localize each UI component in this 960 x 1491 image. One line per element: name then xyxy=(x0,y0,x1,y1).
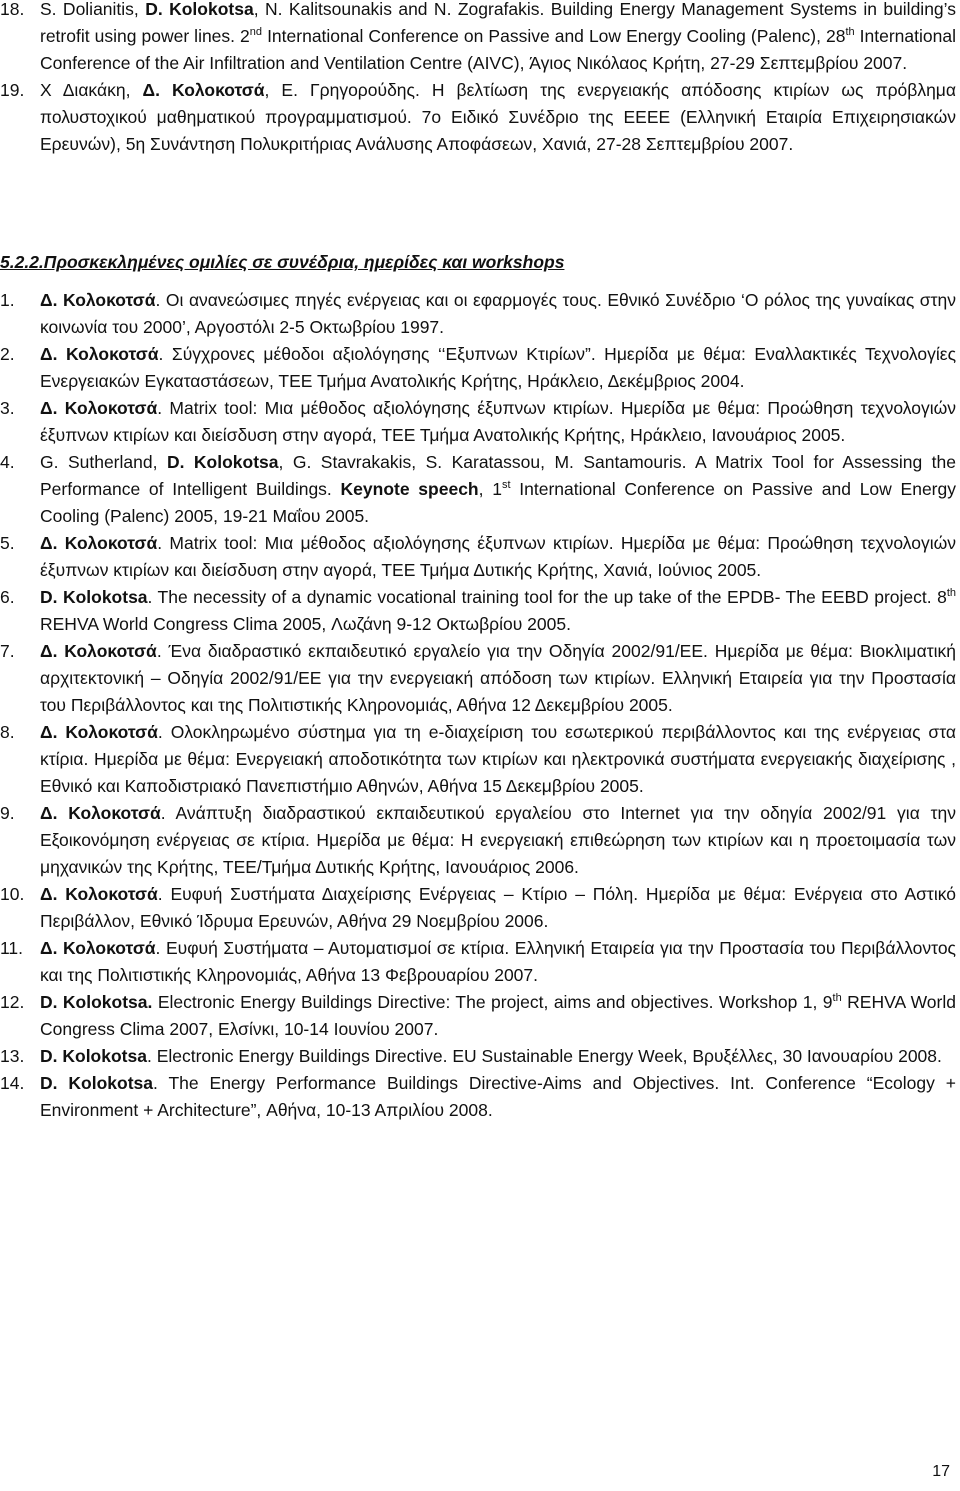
item-number: 3. xyxy=(0,398,15,418)
text-run: . Ολοκληρωμένο σύστημα για τη e-διαχείριση του εσωτερικού περιβάλλοντος και της ενέργειας στα κτίρια. Ημερίδα με θέμα: Ενεργειακή αποδοτικότητα των κτιρίων και ηλεκτρονικά συστήματα ενεργειακής διαχείρισης , Εθνικό και Καποδιστριακό Πανεπιστήμιο Αθηνών, Αθήνα 15 Δεκεμβρίου 2005. xyxy=(40,722,956,796)
superscript: th xyxy=(946,587,956,600)
invited-talks-section xyxy=(0,239,958,1124)
item-text xyxy=(40,1070,958,1124)
text-run: . Οι ανανεώσιμες πηγές ενέργειας και οι εφαρμογές τους. Εθνικό Συνέδριο ‘Ο ρόλος της γυναίκας στην κοινωνία του 2000’, Αργοστόλι 2-5 Οκτωβρίου 1997. xyxy=(40,290,956,337)
item-text xyxy=(40,1043,958,1070)
text-run: . Ένα διαδραστικό εκπαιδευτικό εργαλείο για την Οδηγία 2002/91/ΕΕ. Ημερίδα με θέμα: Βιοκλιματική αρχιτεκτονική – Οδηγία 2002/91/ΕΕ για την ενεργειακή απόδοση των κτιρίων. Ελληνική Εταιρεία για την Προστασία του Περιβάλλοντος και της Πολιτιστικής Κληρονομιάς, Αθήνα 12 Δεκεμβρίου 2005. xyxy=(40,641,956,715)
text-run: REHVA World Congress Clima 2005, Λωζάνη 9-12 Οκτωβρίου 2005. xyxy=(40,614,571,634)
text-run: . Ευφυή Συστήματα Διαχείρισης Ενέργειας – Κτίριο – Πόλη. Ημερίδα με θέμα: Ενέργεια στο Αστικό Περιβάλλον, Εθνικό Ίδρυμα Ερευνών, Αθήνα 29 Νοεμβρίου 2006. xyxy=(40,884,956,931)
item-text xyxy=(40,77,958,158)
bold-text: Δ. Κολοκοτσά xyxy=(142,80,265,100)
bold-text: D. Kolokotsa xyxy=(166,452,279,472)
list-item xyxy=(0,0,958,77)
item-text xyxy=(40,719,958,800)
bold-text: D. Kolokotsa. xyxy=(40,992,153,1012)
item-number: 12. xyxy=(0,992,25,1012)
bold-text: D. Kolokotsa xyxy=(145,0,254,19)
list-item xyxy=(0,584,958,638)
item-number: 18. xyxy=(0,0,25,19)
item-text xyxy=(40,530,958,584)
list-item xyxy=(0,77,958,158)
list-item xyxy=(0,395,958,449)
bold-text: Δ. Κολοκοτσά xyxy=(40,938,156,958)
text-run: . Σύγχρονες μέθοδοι αξιολόγησης ‘‘Εξυπνων Κτιρίων”. Ημερίδα με θέμα: Εναλλακτικές Τεχνολογίες Ενεργειακών Εγκαταστάσεων, ΤΕΕ Τμήμα Ανατολικής Κρήτης, Ηράκλειο, Δεκέμβριος 2004. xyxy=(40,344,956,391)
item-text xyxy=(40,881,958,935)
item-number: 9. xyxy=(0,803,15,823)
text-run: , 1 xyxy=(478,479,502,499)
item-number: 1. xyxy=(0,290,15,310)
bold-text: Δ. Κολοκοτσά xyxy=(40,641,157,661)
item-number: 11. xyxy=(0,938,24,958)
bold-text: Δ. Κολοκοτσά xyxy=(40,722,158,742)
item-number: 6. xyxy=(0,587,15,607)
list-item xyxy=(0,341,958,395)
item-text xyxy=(40,449,958,530)
item-number: 19. xyxy=(0,80,25,100)
text-run: Χ Διακάκη, xyxy=(40,80,143,100)
text-run: . Matrix tool: Μια μέθοδος αξιολόγησης έξυπνων κτιρίων. Ημερίδα με θέμα: Προώθηση τεχνολογιών έξυπνων κτιρίων και διείσδυση στην αγορά, ΤΕΕ Τμήμα Ανατολικής Κρήτης, Ηράκλειο, Ιανουάριος 2005. xyxy=(40,398,956,445)
list-item xyxy=(0,719,958,800)
item-text xyxy=(40,989,958,1043)
text-run: . Electronic Energy Buildings Directive. EU Sustainable Energy Week, Βρυξέλλες, 30 Ιανουαρίου 2008. xyxy=(146,1046,942,1066)
item-text xyxy=(40,800,958,881)
bold-text: Δ. Κολοκοτσά xyxy=(40,398,158,418)
item-number: 7. xyxy=(0,641,15,661)
superscript: th xyxy=(832,992,842,1005)
publication-list-continued xyxy=(0,0,958,158)
text-run: , G. Stavrakakis, S. Karatassou, M. Santamouris. A Matrix Tool for Assessing the Performance of Intelligent Buildings. xyxy=(40,452,956,499)
bold-text: D. Kolokotsa xyxy=(40,1073,154,1093)
text-run: International Conference of the Air Infiltration and Ventilation Centre (AIVC), Άγιος Νικόλαος Κρήτη, 27-29 Σεπτεμβρίου 2007. xyxy=(40,26,956,73)
list-item xyxy=(0,881,958,935)
bold-text: Δ. Κολοκοτσά xyxy=(40,533,158,553)
item-text xyxy=(40,287,958,341)
superscript: th xyxy=(845,26,855,39)
list-item xyxy=(0,989,958,1043)
bold-text: Δ. Κολοκοτσά xyxy=(40,884,158,904)
text-run: , Ε. Γρηγορούδης. Η βελτίωση της ενεργειακής απόδοσης κτιρίων ως πρόβλημα πολυστοχικού μαθηματικού προγραμματισμού. 7ο Ειδικό Συνέδριο της ΕΕΕΕ (Ελληνική Εταιρία Επιχειρησιακών Ερευνών), 5η Συνάντηση Πολυκριτήριας Ανάλυσης Αποφάσεων, Χανιά, 27-28 Σεπτεμβρίου 2007. xyxy=(40,80,957,154)
list-item xyxy=(0,530,958,584)
list-item xyxy=(0,1043,958,1070)
bold-text: Δ. Κολοκοτσά xyxy=(40,803,161,823)
bold-text: Δ. Κολοκοτσά xyxy=(40,290,156,310)
list-item xyxy=(0,935,958,989)
text-run: S. Dolianitis, xyxy=(40,0,146,19)
list-item xyxy=(0,1070,958,1124)
list-item xyxy=(0,638,958,719)
text-run: . The Energy Performance Buildings Directive-Aims and Objectives. Int. Conference “Ecology + Environment + Architecture”, Αθήνα, 10-13 Απριλίου 2008. xyxy=(40,1073,956,1120)
item-number: 10. xyxy=(0,884,25,904)
item-number: 4. xyxy=(0,452,15,472)
item-text xyxy=(40,638,958,719)
item-text xyxy=(40,0,958,77)
list-item xyxy=(0,449,958,530)
superscript: st xyxy=(501,479,511,492)
text-run: , N. Kalitsounakis and N. Zografakis. Building Energy Management Systems in building’s retrofit using power lines. 2 xyxy=(40,0,956,46)
text-run: . Ευφυή Συστήματα – Αυτοματισμοί σε κτίρια. Ελληνική Εταιρεία για την Προστασία του Περιβάλλοντος και της Πολιτιστικής Κληρονομιάς, Αθήνα 13 Φεβρουαρίου 2007. xyxy=(40,938,956,985)
item-text xyxy=(40,395,958,449)
list-second xyxy=(0,287,958,1124)
item-text xyxy=(40,935,958,989)
item-text xyxy=(40,341,958,395)
text-run: . Ανάπτυξη διαδραστικού εκπαιδευτικού εργαλείου στο Internet για την οδηγία 2002/91 για την Εξοικονόμηση ενέργειας σε κτίρια. Ημερίδα με θέμα: Η ενεργειακή επιθεώρηση των κτιρίων και η προετοιμασία των μηχανικών της Κρήτης, ΤΕΕ/Τμήμα Δυτικής Κρήτης, Ιανουάριος 2006. xyxy=(40,803,956,877)
bold-text: D. Kolokotsa xyxy=(40,1046,147,1066)
text-run: International Conference on Passive and Low Energy Cooling (Palenc), 28 xyxy=(262,26,846,46)
item-number: 8. xyxy=(0,722,15,742)
item-number: 2. xyxy=(0,344,15,364)
text-run: REHVA World Congress Clima 2007, Ελσίνκι, 10-14 Ιουνίου 2007. xyxy=(40,992,956,1039)
item-number: 5. xyxy=(0,533,15,553)
bold-text: Δ. Κολοκοτσά xyxy=(40,344,159,364)
list-item xyxy=(0,800,958,881)
list-first xyxy=(0,0,958,158)
superscript: nd xyxy=(249,26,263,39)
item-number: 14. xyxy=(0,1073,25,1093)
section-heading: 5.2.2.Προσκεκλημένες ομιλίες σε συνέδρια, ημερίδες και workshops xyxy=(0,252,565,272)
text-run: International Conference on Passive and Low Energy Cooling (Palenc) 2005, 19-21 Μαΐου 2005. xyxy=(40,479,956,526)
bold-text: D. Kolokotsa xyxy=(40,587,148,607)
text-run: Electronic Energy Buildings Directive: The project, aims and objectives. Workshop 1, 9 xyxy=(152,992,833,1012)
item-number: 13. xyxy=(0,1046,25,1066)
page-number: 17 xyxy=(932,1463,950,1480)
item-text xyxy=(40,584,958,638)
text-run: . Matrix tool: Μια μέθοδος αξιολόγησης έξυπνων κτιρίων. Ημερίδα με θέμα: Προώθηση τεχνολογιών έξυπνων κτιρίων και διείσδυση στην αγορά, ΤΕΕ Τμήμα Δυτικής Κρήτης, Χανιά, Ιούνιος 2005. xyxy=(40,533,956,580)
list-item xyxy=(0,287,958,341)
bold-text: Keynote speech xyxy=(340,479,479,499)
text-run: G. Sutherland, xyxy=(40,452,167,472)
text-run: . The necessity of a dynamic vocational training tool for the up take of the EPDB- The EEBD project. 8 xyxy=(147,587,947,607)
